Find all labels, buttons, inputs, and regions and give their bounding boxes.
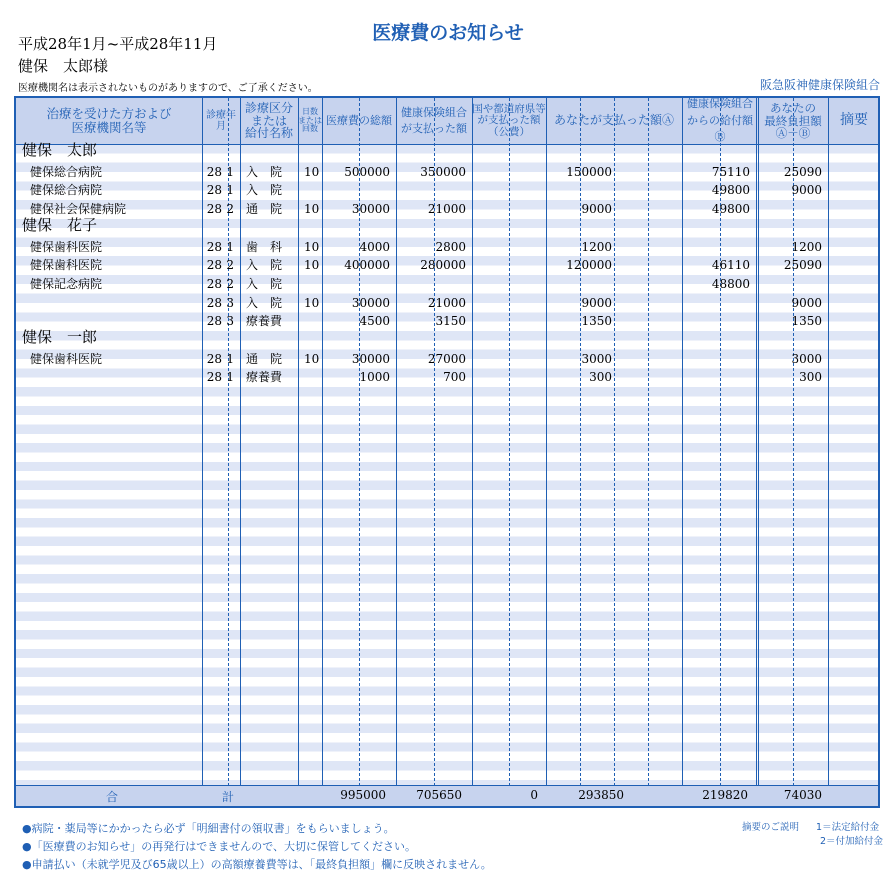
cell-y: 28 xyxy=(206,164,222,179)
cell-union: 27000 xyxy=(427,351,466,366)
cell-final: 300 xyxy=(799,370,822,385)
cell-days: 10 xyxy=(304,295,320,310)
cell-cat: 療養費 xyxy=(246,370,283,385)
header-month: 診療年月 xyxy=(206,110,236,132)
cell-inst: 健保社会保健病院 xyxy=(30,202,127,217)
cell-total: 4500 xyxy=(359,314,390,329)
cell-m: 3 xyxy=(226,295,234,310)
cell-benefit: 49800 xyxy=(711,202,750,217)
header-public-paid: 国や都道府県等 が支払った額 （公費） xyxy=(472,102,546,138)
person-name: 健保 太郎 xyxy=(22,141,98,159)
person-header-row xyxy=(16,141,878,163)
total-public: 0 xyxy=(530,788,538,802)
header-institution: 治療を受けた方および 医療機関名等 xyxy=(46,106,172,135)
remarks-legend xyxy=(742,821,883,849)
total-paid: 293850 xyxy=(578,788,624,802)
cell-days: 10 xyxy=(304,351,320,366)
cell-final: 1200 xyxy=(791,239,822,254)
cell-final: 9000 xyxy=(791,183,822,198)
total-final: 74030 xyxy=(783,788,822,802)
cell-union: 280000 xyxy=(420,258,466,273)
cell-y: 28 xyxy=(206,295,222,310)
cell-y: 28 xyxy=(206,370,222,385)
person-name: 健保 花子 xyxy=(22,215,98,234)
cell-paid: 150000 xyxy=(566,164,612,179)
footer-note: ●申請払い（未就学児及び65歳以上）の高額療養費等は、「最終負担額」欄に反映されません。 xyxy=(22,858,492,871)
table-row xyxy=(16,163,878,182)
cell-y: 28 xyxy=(206,314,222,329)
cell-days: 10 xyxy=(304,202,320,217)
cell-cat: 歯 科 xyxy=(246,239,283,254)
cell-m: 2 xyxy=(226,202,234,217)
cell-paid: 300 xyxy=(589,370,612,385)
total-label-b: 計 xyxy=(222,790,235,804)
cell-union: 700 xyxy=(443,370,466,385)
total-total: 995000 xyxy=(340,788,386,802)
cell-total: 4000 xyxy=(359,239,390,254)
cell-union: 3150 xyxy=(435,314,466,329)
header-total: 医療費の総額 xyxy=(326,113,392,127)
header-union-paid: 健康保険組合 が支払った額 xyxy=(401,105,467,135)
notice-text: 医療機関名は表示されないものがありますので、ご了承ください。 xyxy=(18,83,318,94)
cell-inst: 健保総合病院 xyxy=(30,164,103,179)
recipient-name: 健保 太郎様 xyxy=(18,57,109,75)
cell-total: 30000 xyxy=(351,351,390,366)
cell-total: 30000 xyxy=(351,202,390,217)
cell-paid: 9000 xyxy=(581,202,612,217)
person-name: 健保 一郎 xyxy=(22,328,98,346)
cell-m: 1 xyxy=(226,351,234,366)
cell-m: 1 xyxy=(226,370,234,385)
table-row xyxy=(16,200,878,219)
cell-inst: 健保総合病院 xyxy=(30,183,103,198)
cell-m: 1 xyxy=(226,183,234,198)
cell-union: 2800 xyxy=(435,239,466,254)
page-title: 医療費のお知らせ xyxy=(372,22,524,44)
cell-m: 1 xyxy=(226,164,234,179)
cell-total: 400000 xyxy=(344,258,390,273)
cell-cat: 入 院 xyxy=(246,164,283,179)
header-you-paid: あなたが支払った額Ⓐ xyxy=(553,113,674,128)
cell-cat: 入 院 xyxy=(246,258,283,273)
total-label-a: 合 xyxy=(106,790,119,804)
table-row xyxy=(16,350,878,369)
table-row xyxy=(16,256,878,275)
cell-final: 1350 xyxy=(791,314,822,329)
cell-cat: 入 院 xyxy=(246,276,283,291)
cell-benefit: 75110 xyxy=(711,164,750,179)
medical-expense-table xyxy=(14,96,880,808)
footer-notes xyxy=(22,820,492,874)
cell-inst: 健保記念病院 xyxy=(30,276,103,291)
cell-union: 21000 xyxy=(427,295,466,310)
cell-paid: 1350 xyxy=(581,314,612,329)
table-row xyxy=(16,368,878,387)
cell-total: 1000 xyxy=(359,370,390,385)
table-header xyxy=(16,98,878,145)
cell-final: 3000 xyxy=(791,351,822,366)
cell-m: 2 xyxy=(226,276,234,291)
header-union-benefit: 健康保険組合 からの給付額Ⓑ xyxy=(687,97,753,144)
person-header-row xyxy=(16,328,878,350)
footer-note: ●「医療費のお知らせ」の再発行はできませんので、大切に保管してください。 xyxy=(22,840,417,853)
cell-benefit: 48800 xyxy=(711,276,750,291)
cell-benefit: 49800 xyxy=(711,183,750,198)
legend-title: 摘要のご説明 xyxy=(742,822,800,833)
cell-total: 30000 xyxy=(351,295,390,310)
legend-item-1: 1＝法定給付金 xyxy=(816,822,880,833)
table-row xyxy=(16,181,878,200)
period-label: 平成28年1月~平成28年11月 xyxy=(18,35,218,53)
cell-inst: 健保歯科医院 xyxy=(30,351,103,366)
cell-cat: 療養費 xyxy=(246,314,283,329)
cell-final: 25090 xyxy=(783,164,822,179)
table-row xyxy=(16,238,878,257)
total-row xyxy=(16,785,878,806)
cell-union: 21000 xyxy=(427,202,466,217)
cell-cat: 入 院 xyxy=(246,183,283,198)
cell-paid: 1200 xyxy=(581,239,612,254)
total-union: 705650 xyxy=(416,788,462,802)
table-row xyxy=(16,275,878,294)
header-days: 日数 または 回数 xyxy=(298,106,322,134)
cell-paid: 9000 xyxy=(581,295,612,310)
cell-inst: 健保歯科医院 xyxy=(30,258,103,273)
header-final-burden: あなたの 最終負担額 Ⓐ－Ⓑ xyxy=(764,101,822,141)
cell-y: 28 xyxy=(206,239,222,254)
footer-note: ●病院・薬局等にかかったら必ず「明細書付の領収書」をもらいましょう。 xyxy=(22,822,395,835)
cell-y: 28 xyxy=(206,202,222,217)
cell-cat: 通 院 xyxy=(246,202,283,217)
cell-m: 1 xyxy=(226,239,234,254)
cell-days: 10 xyxy=(304,239,320,254)
cell-days: 10 xyxy=(304,258,320,273)
cell-union: 350000 xyxy=(420,164,466,179)
header-remarks: 摘要 xyxy=(840,112,868,129)
cell-y: 28 xyxy=(206,351,222,366)
cell-y: 28 xyxy=(206,276,222,291)
cell-benefit: 46110 xyxy=(711,258,750,273)
cell-days: 10 xyxy=(304,164,320,179)
header-category: 診療区分 または 給付名称 xyxy=(244,101,293,141)
legend-item-2: 2＝付加給付金 xyxy=(820,836,884,847)
cell-final: 9000 xyxy=(791,295,822,310)
cell-m: 2 xyxy=(226,258,234,273)
total-benefit: 219820 xyxy=(702,788,748,802)
cell-total: 500000 xyxy=(344,164,390,179)
cell-inst: 健保歯科医院 xyxy=(30,239,103,254)
cell-paid: 120000 xyxy=(566,258,612,273)
cell-cat: 入 院 xyxy=(246,295,283,310)
cell-cat: 通 院 xyxy=(246,351,283,366)
cell-m: 3 xyxy=(226,314,234,329)
table-row xyxy=(16,312,878,331)
organization-name: 阪急阪神健康保険組合 xyxy=(759,78,880,92)
cell-paid: 3000 xyxy=(581,351,612,366)
cell-y: 28 xyxy=(206,183,222,198)
cell-y: 28 xyxy=(206,258,222,273)
cell-final: 25090 xyxy=(783,258,822,273)
table-row xyxy=(16,294,878,313)
person-header-row xyxy=(16,215,878,238)
